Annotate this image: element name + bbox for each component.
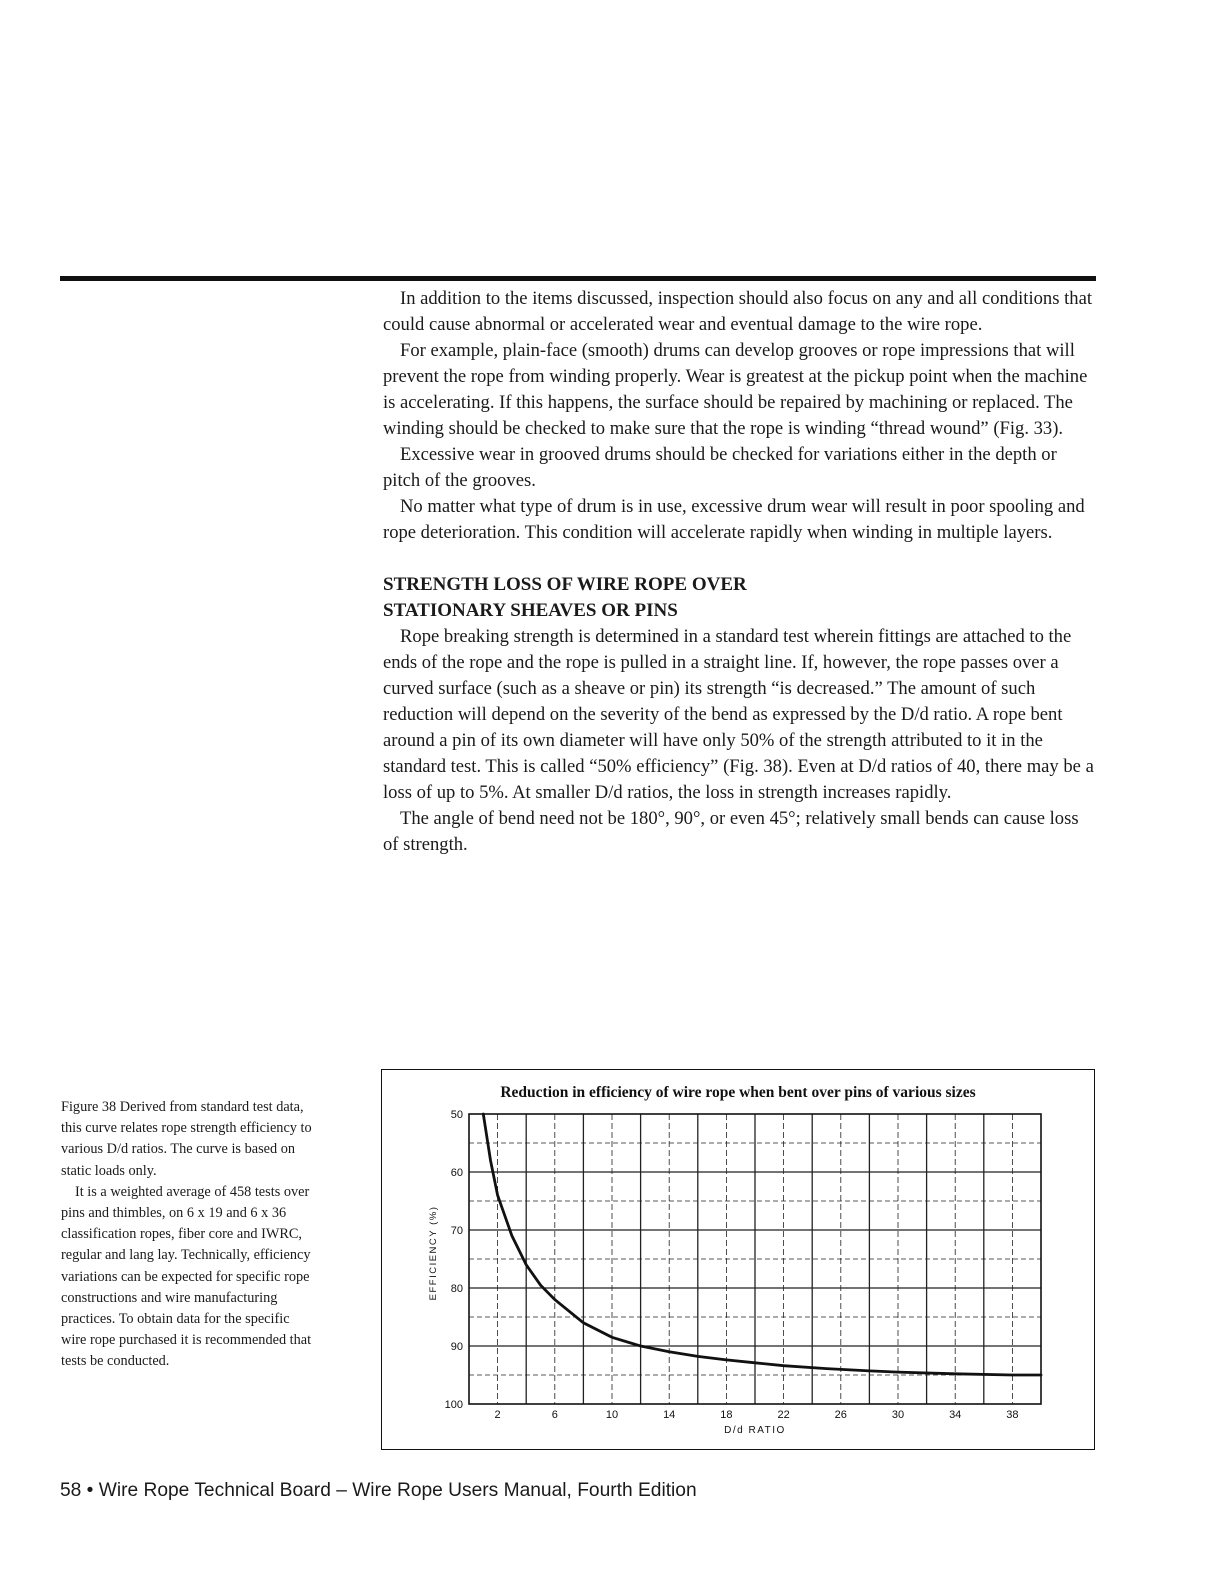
x-tick-label: 26 (834, 1409, 847, 1421)
x-tick-label: 38 (1006, 1409, 1019, 1421)
body-text (383, 286, 1095, 858)
chart-title: Reduction in efficiency of wire rope when bent over pins of various sizes (500, 1084, 976, 1101)
page-footer: 58 • Wire Rope Technical Board – Wire Rope Users Manual, Fourth Edition (60, 1480, 697, 1501)
header-rule (60, 276, 1096, 281)
x-axis-ticks (495, 1409, 1019, 1421)
paragraph: Rope breaking strength is determined in a standard test wherein fittings are attached to the ends of the rope and the rope is pulled in a straight line. If, however, the rope passes over a curved surface (such as a sheave or pin) its strength “is decreased.” The amount of such reduction will depend on the severity of the bend as expressed by the D/d ratio. A rope bent around a pin of its own diameter will have only 50% of the strength attributed to it in the standard test. This is called “50% efficiency” (Fig. 38). Even at D/d ratios of 40, there may be a loss of up to 5%. At smaller D/d ratios, the loss in strength increases rapidly. (383, 626, 1094, 803)
y-tick-label: 100 (444, 1399, 463, 1411)
x-tick-label: 6 (551, 1409, 558, 1421)
paragraph: No matter what type of drum is in use, excessive drum wear will result in poor spooling and rope deterioration. This condition will accelerate rapidly when winding in multiple layers. (383, 496, 1085, 543)
x-tick-label: 10 (605, 1409, 619, 1421)
x-tick-label: 22 (777, 1409, 790, 1421)
figure-caption (61, 1097, 313, 1373)
x-tick-label: 2 (494, 1409, 501, 1421)
section-heading (383, 572, 1095, 624)
y-tick-label: 60 (450, 1167, 463, 1179)
x-tick-label: 34 (949, 1409, 962, 1421)
efficiency-chart (382, 1070, 1094, 1449)
efficiency-curve (483, 1114, 1041, 1375)
figure-caption-paragraph: It is a weighted average of 458 tests over pins and thimbles, on 6 x 19 and 6 x 36 classification ropes, fiber core and IWRC, regular and lang lay. Technically, efficiency variations can be expected for specific rope constructions and wire manufacturing practices. To obtain data for the specific wire rope purchased it is recommended that tests be conducted. (61, 1183, 312, 1370)
y-tick-label: 90 (450, 1341, 463, 1353)
y-tick-label: 70 (450, 1225, 463, 1237)
x-tick-label: 30 (891, 1409, 905, 1421)
section-heading-line-1: STRENGTH LOSS OF WIRE ROPE OVER (383, 574, 747, 595)
x-axis-label: D/d RATIO (724, 1425, 786, 1436)
paragraph: For example, plain-face (smooth) drums can develop grooves or rope impressions that will prevent the rope from winding properly. Wear is greatest at the pickup point when the machine is accelerating. If this happens, the surface should be repaired by machining or replaced. The winding should be checked to make sure that the rope is winding “thread wound” (Fig. 33). (383, 340, 1088, 439)
section-heading-line-2: STATIONARY SHEAVES OR PINS (383, 600, 678, 621)
y-axis-label: EFFICIENCY (%) (428, 1205, 439, 1301)
x-tick-label: 18 (720, 1409, 733, 1421)
y-tick-label: 80 (450, 1283, 463, 1295)
figure-38 (381, 1069, 1095, 1450)
chart-grid (469, 1114, 1041, 1404)
x-tick-label: 14 (663, 1409, 676, 1421)
figure-caption-paragraph: Figure 38 Derived from standard test data, this curve relates rope strength efficiency to various D/d ratios. The curve is based on static loads only. (61, 1099, 312, 1179)
paragraph: The angle of bend need not be 180°, 90°, or even 45°; relatively small bends can cause loss of strength. (383, 808, 1079, 855)
y-tick-label: 50 (450, 1109, 463, 1121)
paragraph: Excessive wear in grooved drums should be checked for variations either in the depth or pitch of the grooves. (383, 444, 1057, 491)
y-axis-ticks (445, 1109, 463, 1411)
paragraph: In addition to the items discussed, inspection should also focus on any and all conditions that could cause abnormal or accelerated wear and eventual damage to the wire rope. (383, 288, 1092, 335)
